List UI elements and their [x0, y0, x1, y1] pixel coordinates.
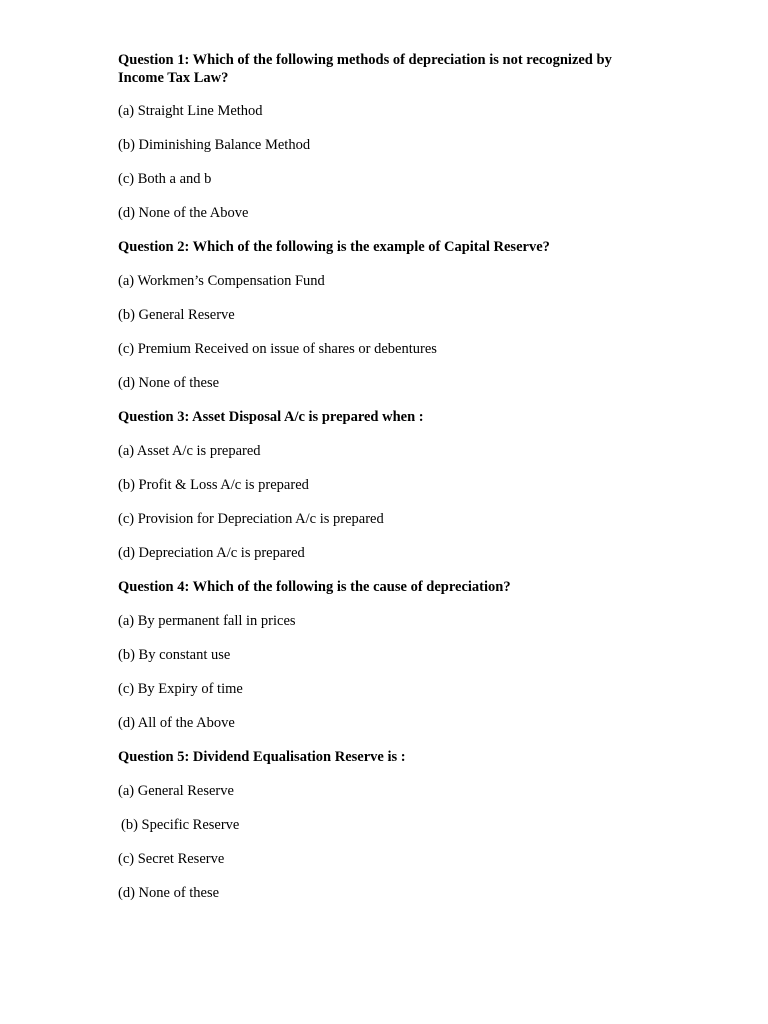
question-5-option-a: (a) General Reserve	[118, 783, 234, 799]
question-3-option-a: (a) Asset A/c is prepared	[118, 443, 261, 459]
question-2-option-c: (c) Premium Received on issue of shares or debentures	[118, 341, 437, 357]
question-4-option-c: (c) By Expiry of time	[118, 681, 243, 697]
question-2-option-b: (b) General Reserve	[118, 307, 235, 323]
question-1-option-b: (b) Diminishing Balance Method	[118, 137, 311, 153]
question-1-option-d: (d) None of the Above	[118, 205, 249, 221]
question-5-option-d: (d) None of these	[118, 885, 220, 901]
question-5-option-b: (b) Specific Reserve	[121, 817, 240, 833]
question-4-option-d: (d) All of the Above	[118, 715, 235, 731]
question-2-text: Question 2: Which of the following is the example of Capital Reserve?	[118, 239, 550, 255]
question-4-option-b: (b) By constant use	[118, 647, 231, 663]
question-1-text: Question 1: Which of the following methods of depreciation is not recognized by Income Tax Law?	[118, 52, 612, 86]
question-5-option-c: (c) Secret Reserve	[118, 851, 225, 867]
question-4-text: Question 4: Which of the following is the cause of depreciation?	[118, 579, 511, 595]
question-3-option-d: (d) Depreciation A/c is prepared	[118, 545, 305, 561]
question-2-option-a: (a) Workmen’s Compensation Fund	[118, 273, 325, 289]
document-page	[118, 51, 658, 902]
question-3-option-c: (c) Provision for Depreciation A/c is prepared	[118, 511, 384, 527]
question-1-option-a: (a) Straight Line Method	[118, 103, 263, 119]
question-3-option-b: (b) Profit & Loss A/c is prepared	[118, 477, 309, 493]
question-1-option-c: (c) Both a and b	[118, 171, 212, 187]
question-3-text: Question 3: Asset Disposal A/c is prepared when :	[118, 409, 424, 425]
question-4-option-a: (a) By permanent fall in prices	[118, 613, 296, 629]
question-2-option-d: (d) None of these	[118, 375, 220, 391]
question-5-text: Question 5: Dividend Equalisation Reserve is :	[118, 749, 406, 765]
